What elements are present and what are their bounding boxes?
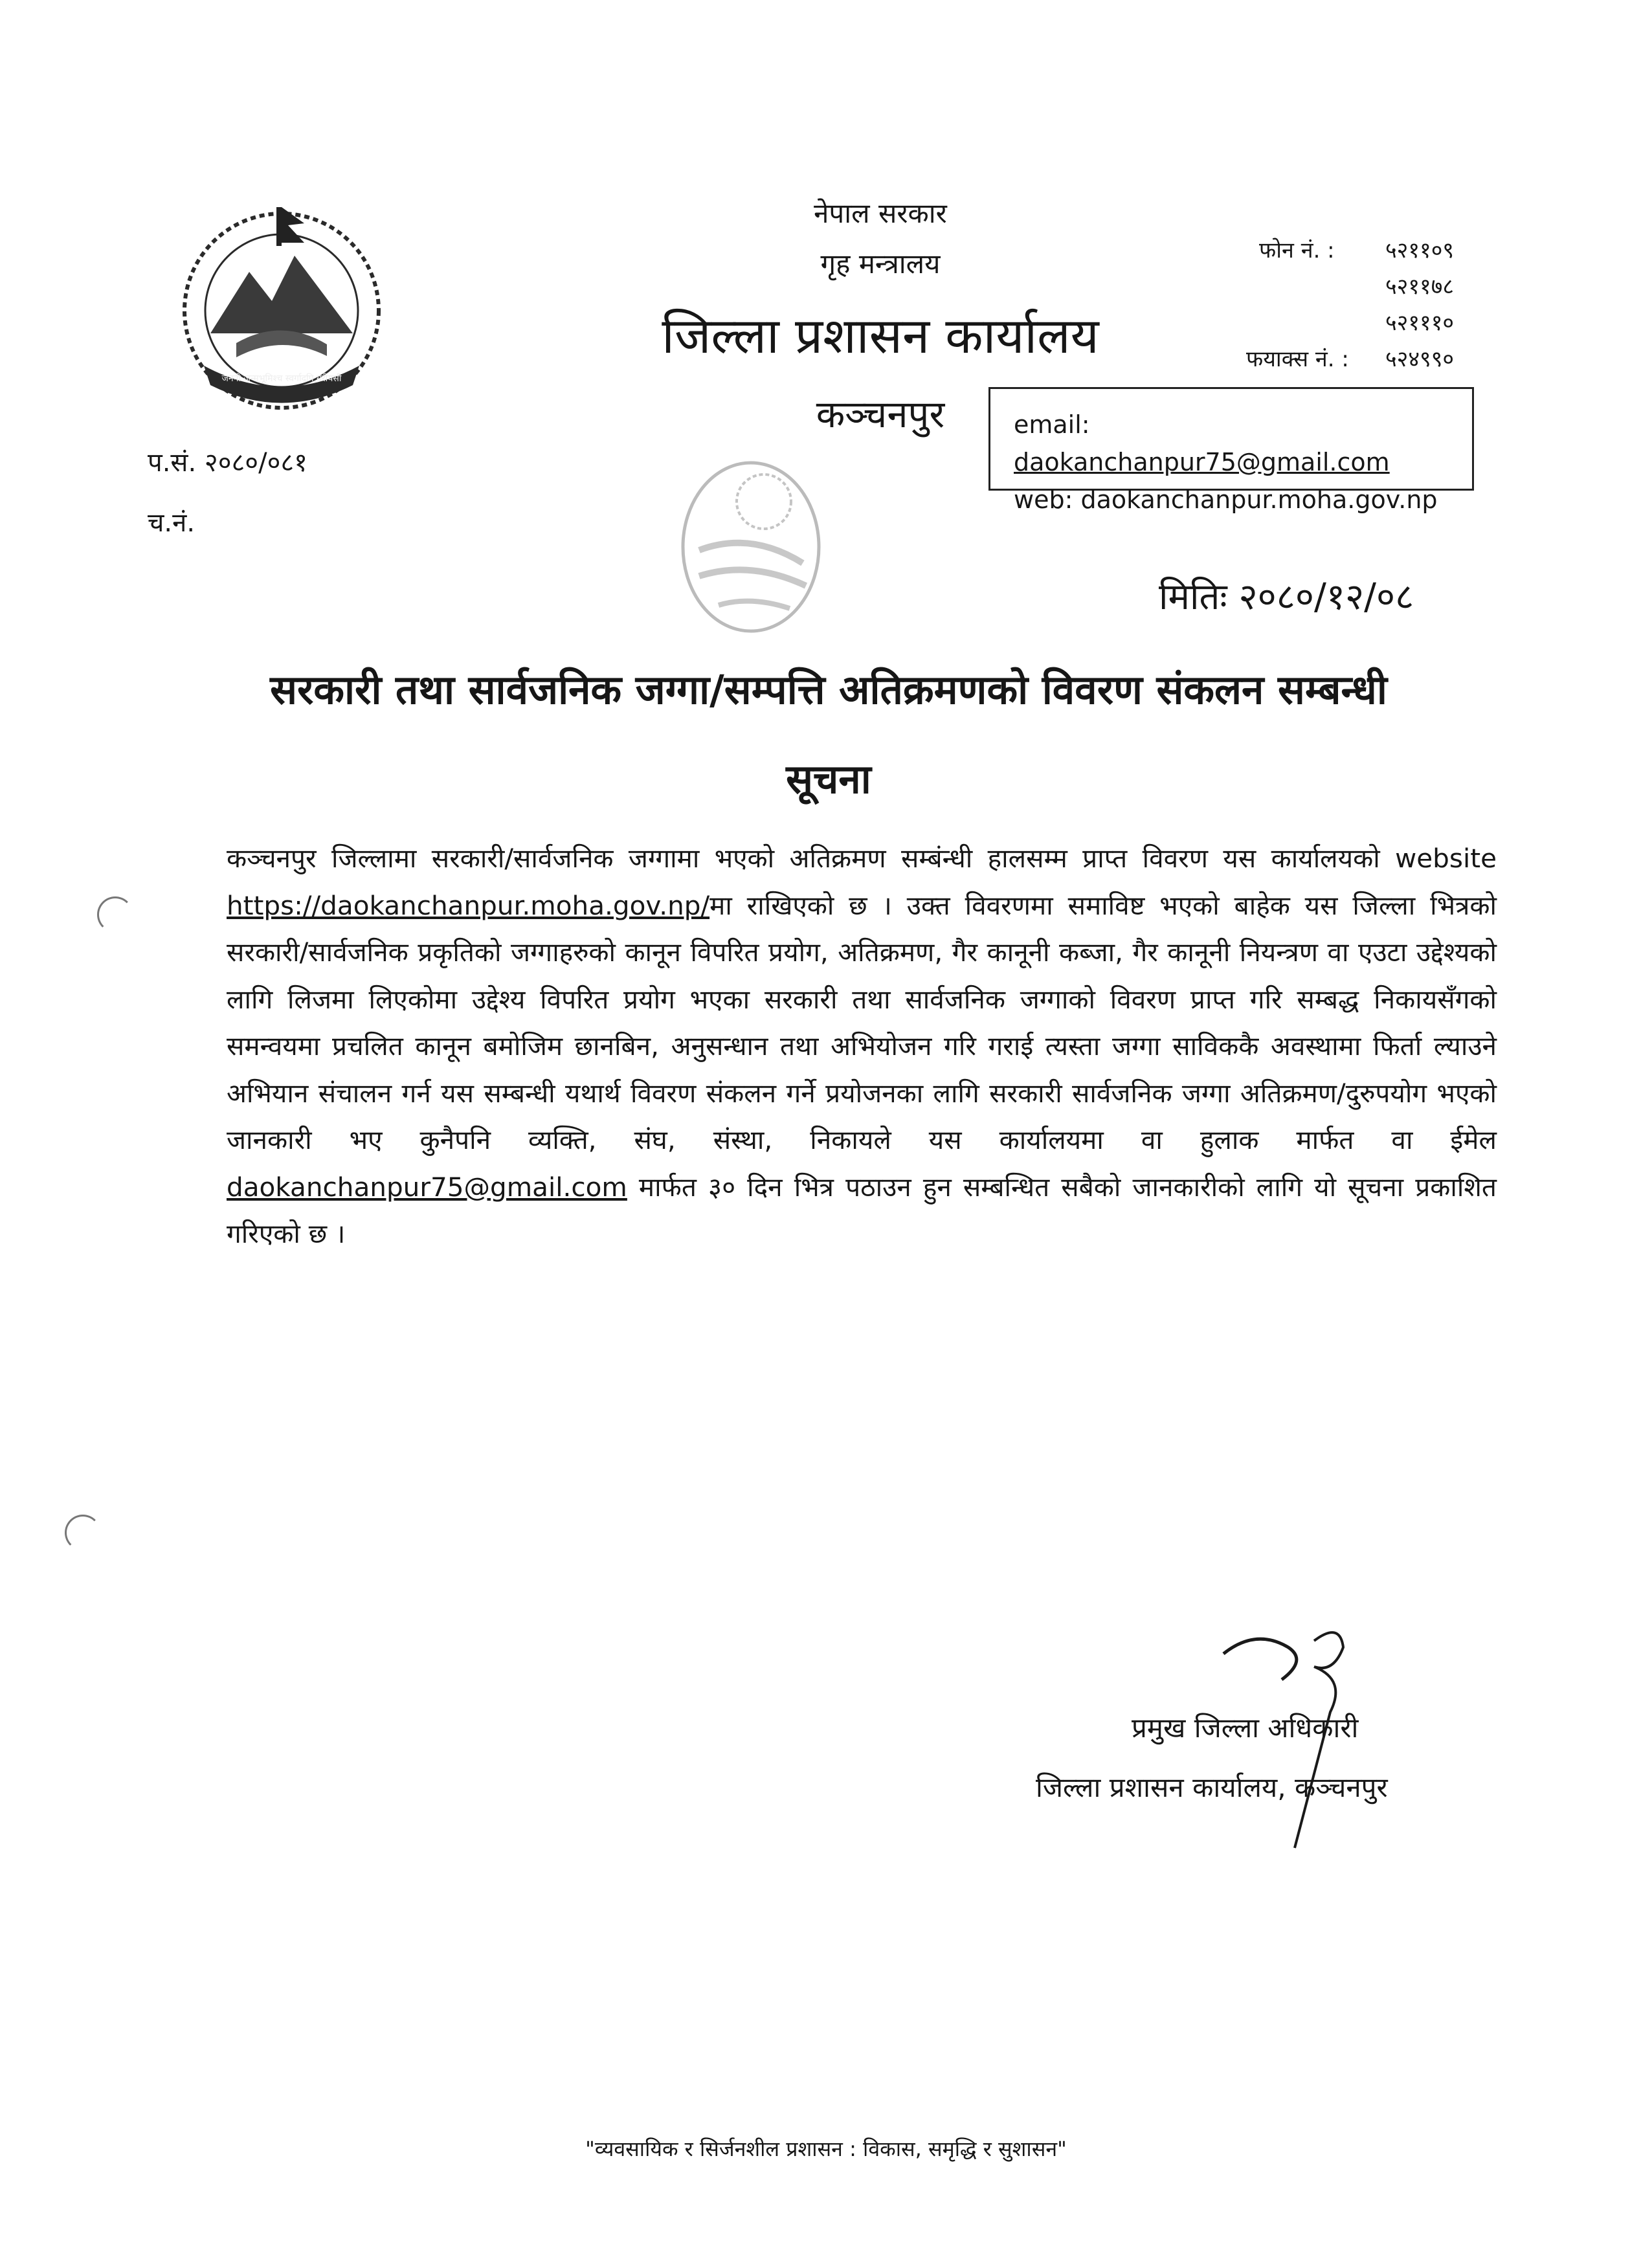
- punch-mark: [97, 896, 133, 933]
- fax-number: ५२४९९०: [1385, 346, 1455, 372]
- email-link[interactable]: daokanchanpur75@gmail.com: [1014, 448, 1390, 476]
- office-seal-stamp-icon: [673, 453, 829, 641]
- phone-number: ५२११०९: [1385, 238, 1455, 263]
- footer-motto: "व्यवसायिक र सिर्जनशील प्रशासन : विकास, समृद्धि र सुशासन": [585, 2137, 1067, 2161]
- contact-box: [988, 387, 1474, 514]
- web-link[interactable]: daokanchanpur.moha.gov.np: [1080, 485, 1438, 514]
- email-link[interactable]: daokanchanpur75@gmail.com: [227, 1171, 627, 1203]
- email-label: email:: [1014, 410, 1090, 439]
- punch-mark: [65, 1515, 101, 1551]
- reference-number: प.सं. २०८०/०८१: [148, 448, 307, 478]
- fax-label: फयाक्स नं. :: [1246, 346, 1349, 372]
- ministry-name: गृह मन्त्रालय: [820, 248, 941, 280]
- body-text-part: मार्फत ३० दिन भित्र पठाउन हुन सम्बन्धित सबैको जानकारीको लागि यो सूचना प्रकाशित गरिएको छ ।: [227, 1171, 1497, 1249]
- notice-title: सरकारी तथा सार्वजनिक जग्गा/सम्पत्ति अतिक्रमणको विवरण संकलन सम्बन्धी: [270, 666, 1387, 713]
- phone-number: ५२११७८: [1385, 274, 1455, 300]
- signatory-office: जिल्ला प्रशासन कार्यालय, कञ्चनपुर: [1036, 1772, 1388, 1803]
- nepal-government-emblem-icon: [165, 194, 398, 427]
- dispatch-number: च.नं.: [148, 508, 195, 538]
- email-row: [1014, 406, 1472, 481]
- notice-heading: सूचना: [786, 755, 871, 803]
- signatory-designation: प्रमुख जिल्ला अधिकारी: [1132, 1712, 1359, 1744]
- body-text-part: मा राखिएको छ । उक्त विवरणमा समाविष्ट भएको बाहेक यस जिल्ला भित्रको सरकारी/सार्वजनिक प्रकृतिको जग्गाहरुको कानून विपरित प्रयोग, अतिक्रमण, गैर कानूनी कब्जा, गैर कानूनी नियन्त्रण वा एउटा उद्देश्यको लागि लिजमा लिएकोमा उद्देश्य विपरित प्रयोग भएका सरकारी तथा सार्वजनिक जग्गाको विवरण प्राप्त गरि सम्बद्ध निकायसँगको समन्वयमा प्रचलित कानून बमोजिम छानबिन, अनुसन्धान तथा अभियोजन गरि गराई त्यस्ता जग्गा साविककै अवस्थामा फिर्ता ल्याउने अभियान संचालन गर्न यस सम्बन्धी यथार्थ विवरण संकलन गर्ने प्रयोजनका लागि सरकारी सार्वजनिक जग्गा अतिक्रमण/दुरुपयोग भएको जानकारी भए कुनैपनि व्यक्ति, संघ, संस्था, निकायले यस कार्यालयमा वा हुलाक मार्फत वा ईमेल: [227, 889, 1497, 1155]
- office-name: जिल्ला प्रशासन कार्यालय: [662, 307, 1099, 364]
- body-text-part: कञ्चनपुर जिल्लामा सरकारी/सार्वजनिक जग्गामा भएको अतिक्रमण सम्बंन्धी हालसम्म प्राप्त विवरण यस कार्यालयको website: [227, 843, 1497, 874]
- phone-number: ५२१११०: [1385, 310, 1455, 336]
- emblem-motto: जननी जन्मभूमिश्च स्वर्गादपि गरीयसी: [221, 373, 342, 384]
- government-name: नेपाल सरकार: [814, 197, 947, 229]
- website-link[interactable]: https://daokanchanpur.moha.gov.np/: [227, 889, 710, 921]
- district-name: कञ्चनपुर: [816, 392, 945, 436]
- letter-date: मितिः २०८०/१२/०८: [1159, 576, 1414, 618]
- notice-body: [227, 835, 1497, 1258]
- phone-label: फोन नं. :: [1259, 238, 1335, 263]
- web-label: web:: [1014, 485, 1073, 514]
- web-row: [1014, 481, 1472, 518]
